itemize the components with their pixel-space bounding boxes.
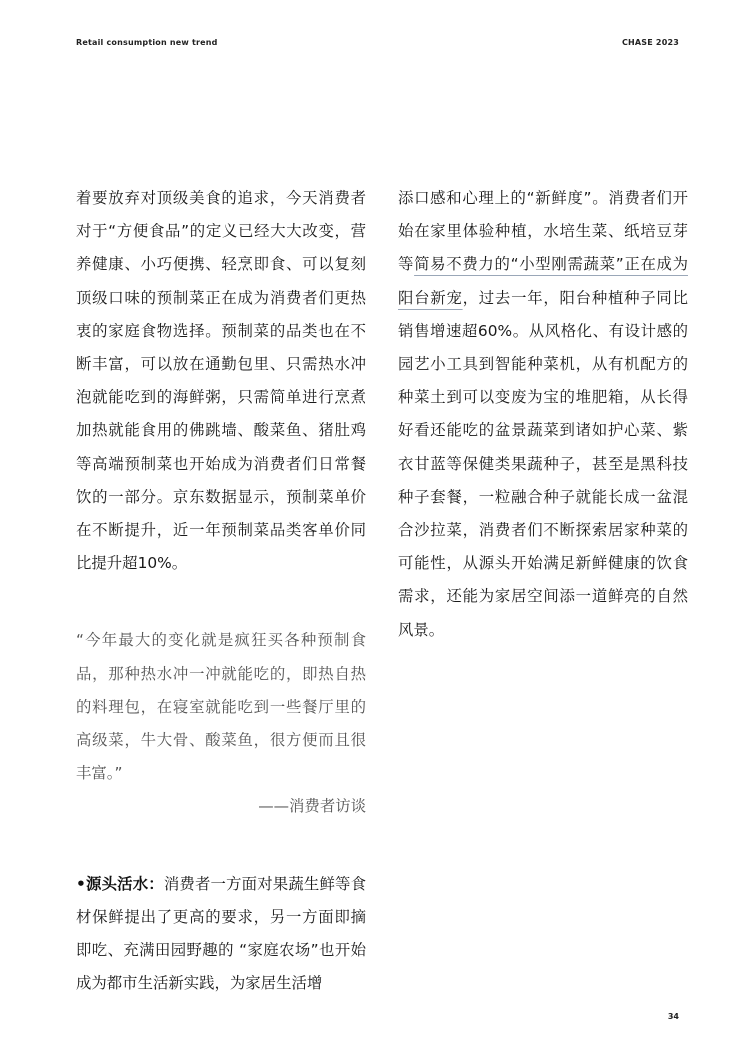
body-paragraph: 着要放弃对顶级美食的追求，今天消费者对于“方便食品”的定义已经大大改变，营养健康、小巧便携、轻烹即食、可以复刻顶级口味的预制菜正在成为消费者们更热衷的家庭食物选择。预制菜的品类也在不断丰富，可以放在通勤包里、只需热水冲泡就能吃到的海鲜粥，只需简单进行烹煮加热就能食用的佛跳墙、酸菜鱼、猪肚鸡等高端预制菜也开始成为消费者们日常餐饮的一部分。京东数据显示，预制菜单价在不断提升，近一年预制菜品类客单价同比提升超10%。 [76,189,366,573]
quote-attribution: ——消费者访谈 [258,797,366,816]
right-text-before: 添口感和心理上的“新鲜度”。消费者们开始在家里体验种植，水培生菜、纸培豆芽等 [398,189,688,274]
header-right-title: CHASE 2023 [621,38,679,47]
section-text: 消费者一方面对果蔬生鲜等食材保鲜提出了更高的要求，另一方面即摘即吃、充满田园野趣的 “家庭农场”也开始成为都市生活新实践，为家居生活增 [76,874,366,993]
left-column [76,182,366,1000]
header-left-title: Retail consumption new trend [76,38,218,47]
underlined-highlight: 简易不费力的“小型刚需蔬菜”正在成为阳台新宠 [398,255,688,307]
right-column [398,182,688,647]
section-bullet: • [76,874,86,893]
section-paragraph [76,868,366,1001]
right-paragraph [398,182,688,647]
page-number: 34 [667,1012,679,1021]
consumer-quote: “今年最大的变化就是疯狂买各种预制食品，那种热水冲一冲就能吃的，即热自热的料理包，在寝室就能吃到一些餐厅里的高级菜，牛大骨、酸菜鱼，很方便而且很丰富。” [76,631,366,783]
section-title: 源头活水： [85,874,164,893]
right-text-after: ，过去一年，阳台种植种子同比销售增速超60%。从风格化、有设计感的园艺小工具到智能种菜机，从有机配方的种菜土到可以变废为宝的堆肥箱，从长得好看还能吃的盆景蔬菜到诸如护心菜、紫衣甘蓝等保健类果蔬种子，甚至是黑科技种子套餐，一粒融合种子就能长成一盆混合沙拉菜，消费者们不断探索居家种菜的可能性，从源头开始满足新鲜健康的饮食需求，还能为家居空间添一道鲜亮的自然风景。 [398,288,688,639]
